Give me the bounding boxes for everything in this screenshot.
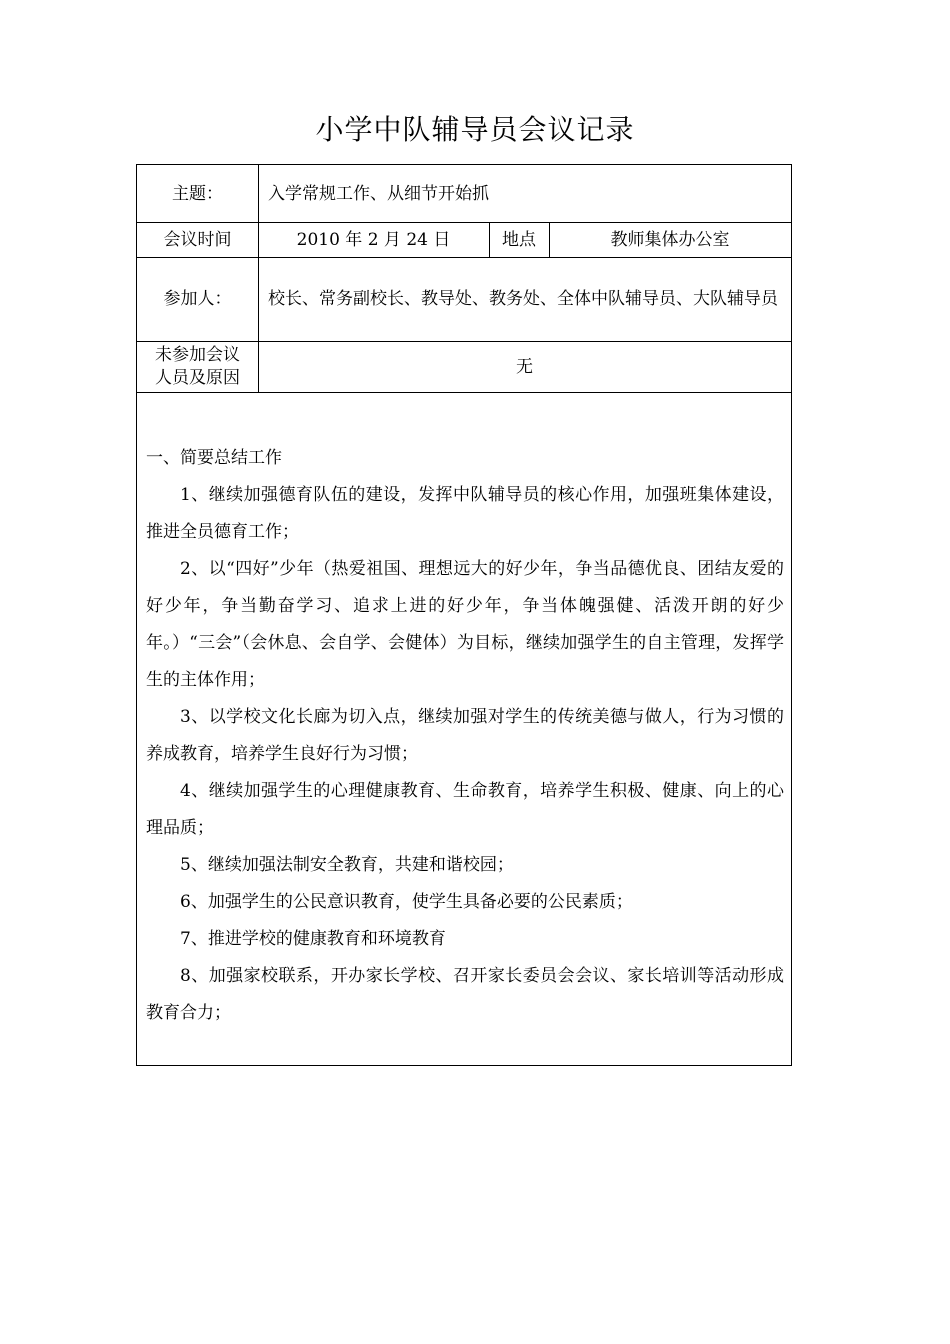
absent-label-line2: 人员及原因	[155, 367, 240, 388]
summary-item-1: 1、继续加强德育队伍的建设，发挥中队辅导员的核心作用，加强班集体建设，推进全员德育工作；	[146, 485, 784, 542]
topic-value: 入学常规工作、从细节开始抓	[268, 183, 489, 204]
summary-item-3: 3、以学校文化长廊为切入点，继续加强对学生的传统美德与做人，行为习惯的养成教育，培养学生良好行为习惯；	[146, 707, 784, 764]
place-value: 教师集体办公室	[610, 229, 730, 250]
topic-label: 主题：	[172, 183, 223, 204]
summary-item-2: 2、以“四好”少年（热爱祖国、理想远大的好少年，争当品德优良、团结友爱的好少年，争当勤奋学习、追求上进的好少年，争当体魄强健、活泼开朗的好少年。）“三会”（会休息、会自学、会健体）为目标，继续加强学生的自主管理，发挥学生的主体作用；	[146, 559, 784, 690]
absent-label-line1: 未参加会议	[155, 344, 240, 365]
meeting-content	[137, 392, 791, 1065]
meeting-record-table	[136, 164, 792, 1066]
absent-value: 无	[516, 356, 533, 377]
place-label: 地点	[502, 229, 536, 250]
absent-label	[137, 341, 258, 392]
summary-item-6: 6、加强学生的公民意识教育，使学生具备必要的公民素质；	[180, 892, 633, 912]
summary-item-8: 8、加强家校联系，开办家长学校、召开家长委员会会议、家长培训等活动形成教育合力；	[146, 966, 784, 1023]
meeting-time-label: 会议时间	[163, 229, 232, 250]
section-heading: 一、简要总结工作	[146, 448, 282, 468]
document-title: 小学中队辅导员会议记录	[315, 113, 635, 146]
meeting-time-value: 2010 年 2 月 24 日	[296, 229, 451, 250]
summary-item-7: 7、推进学校的健康教育和环境教育	[180, 929, 446, 949]
attendees-label: 参加人：	[163, 289, 232, 309]
summary-item-5: 5、继续加强法制安全教育，共建和谐校园；	[180, 855, 514, 875]
attendees-value: 校长、常务副校长、教导处、教务处、全体中队辅导员、大队辅导员	[268, 289, 778, 309]
summary-item-4: 4、继续加强学生的心理健康教育、生命教育，培养学生积极、健康、向上的心理品质；	[146, 781, 784, 838]
